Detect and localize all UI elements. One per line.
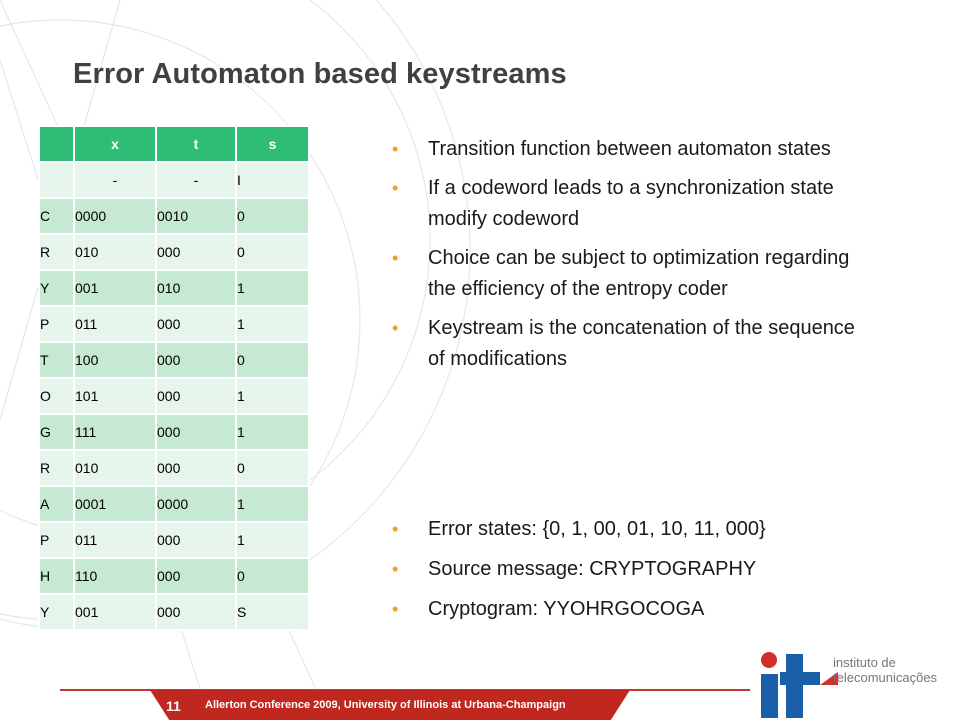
table-cell: 000 <box>156 378 236 414</box>
bullet-item <box>390 243 860 305</box>
table-row <box>39 522 309 558</box>
table-cell: Y <box>39 594 74 630</box>
bullet-icon: • <box>392 559 399 579</box>
table-cell: 100 <box>74 342 156 378</box>
table-row <box>39 594 309 630</box>
logo-line: telecomunicações <box>833 670 938 685</box>
table-cell: 000 <box>156 234 236 270</box>
bullet-text: Choice can be subject to optimization regarding the efficiency of the entropy coder <box>428 247 850 300</box>
table-header-cell: x <box>74 126 156 162</box>
table-row <box>39 270 309 306</box>
table-cell: 0000 <box>74 198 156 234</box>
bullet-icon: • <box>392 318 399 338</box>
table-row <box>39 234 309 270</box>
table-cell: 011 <box>74 306 156 342</box>
slide-title: Error Automaton based keystreams <box>73 58 567 90</box>
table-cell: 001 <box>74 270 156 306</box>
table-cell: 010 <box>74 450 156 486</box>
table-header-cell: s <box>236 126 309 162</box>
bullet-icon: • <box>392 599 399 619</box>
bullet-list-top <box>390 134 860 383</box>
table-row <box>39 198 309 234</box>
table-cell: 1 <box>236 270 309 306</box>
table-cell: C <box>39 198 74 234</box>
table-row <box>39 414 309 450</box>
table-row <box>39 486 309 522</box>
table-cell: 1 <box>236 522 309 558</box>
table-header-cell: t <box>156 126 236 162</box>
table-cell: - <box>156 162 236 198</box>
table-header-cell <box>39 126 74 162</box>
table-row <box>39 306 309 342</box>
bullet-text: Error states: {0, 1, 00, 01, 10, 11, 000} <box>428 518 766 540</box>
table-cell: Y <box>39 270 74 306</box>
table-cell: R <box>39 450 74 486</box>
table-row <box>39 450 309 486</box>
bullet-item <box>390 514 860 545</box>
table-cell: 1 <box>236 378 309 414</box>
table-cell: 0000 <box>156 486 236 522</box>
bullet-item <box>390 313 860 375</box>
table-cell: 000 <box>156 414 236 450</box>
footer-conference-text: Allerton Conference 2009, University of Illinois at Urbana-Champaign <box>205 699 566 711</box>
table-cell: 0 <box>236 198 309 234</box>
table-cell <box>39 162 74 198</box>
table-cell: O <box>39 378 74 414</box>
table-cell: 110 <box>74 558 156 594</box>
table-row <box>39 342 309 378</box>
it-logo-icon <box>758 644 838 718</box>
table-cell: 0 <box>236 450 309 486</box>
table-row <box>39 378 309 414</box>
bullet-text: Cryptogram: YYOHRGOCOGA <box>428 598 705 620</box>
table-cell: 010 <box>156 270 236 306</box>
table-cell: 000 <box>156 306 236 342</box>
table-cell: 0 <box>236 234 309 270</box>
table-cell: - <box>74 162 156 198</box>
bullet-icon: • <box>392 248 399 268</box>
table-cell: 1 <box>236 414 309 450</box>
table-cell: 0010 <box>156 198 236 234</box>
table-row <box>39 558 309 594</box>
bullet-icon: • <box>392 139 399 159</box>
bullet-icon: • <box>392 178 399 198</box>
table-cell: P <box>39 306 74 342</box>
table-cell: 111 <box>74 414 156 450</box>
table-cell: 000 <box>156 522 236 558</box>
codeword-table <box>38 125 310 631</box>
logo-wordmark <box>833 655 937 685</box>
table-cell: A <box>39 486 74 522</box>
table-cell: S <box>236 594 309 630</box>
bullet-text: Source message: CRYPTOGRAPHY <box>428 558 757 580</box>
table-cell: 101 <box>74 378 156 414</box>
table-cell: P <box>39 522 74 558</box>
table-cell: 0 <box>236 342 309 378</box>
table-cell: 1 <box>236 306 309 342</box>
table-row <box>39 162 309 198</box>
bullet-text: Transition function between automaton states <box>428 138 831 160</box>
bullet-list-bottom <box>390 514 860 634</box>
table-cell: T <box>39 342 74 378</box>
bullet-item <box>390 554 860 585</box>
table-cell: R <box>39 234 74 270</box>
table-cell: 0001 <box>74 486 156 522</box>
table-cell: H <box>39 558 74 594</box>
bullet-item <box>390 134 860 165</box>
table-cell: 000 <box>156 558 236 594</box>
logo-line: instituto de <box>833 655 896 670</box>
table-cell: 000 <box>156 594 236 630</box>
bullet-text: If a codeword leads to a synchronization state modify codeword <box>428 177 834 230</box>
table-cell: 010 <box>74 234 156 270</box>
table-cell: 0 <box>236 558 309 594</box>
table-header-row <box>39 126 309 162</box>
page-number: 11 <box>166 698 181 714</box>
table-cell: 000 <box>156 342 236 378</box>
bullet-item <box>390 594 860 625</box>
table-cell: 001 <box>74 594 156 630</box>
table-cell: 011 <box>74 522 156 558</box>
table-cell: I <box>236 162 309 198</box>
bullet-item <box>390 173 860 235</box>
bullet-text: Keystream is the concatenation of the sequence of modifications <box>428 317 855 370</box>
table-cell: 000 <box>156 450 236 486</box>
table-cell: G <box>39 414 74 450</box>
table-cell: 1 <box>236 486 309 522</box>
bullet-icon: • <box>392 519 399 539</box>
